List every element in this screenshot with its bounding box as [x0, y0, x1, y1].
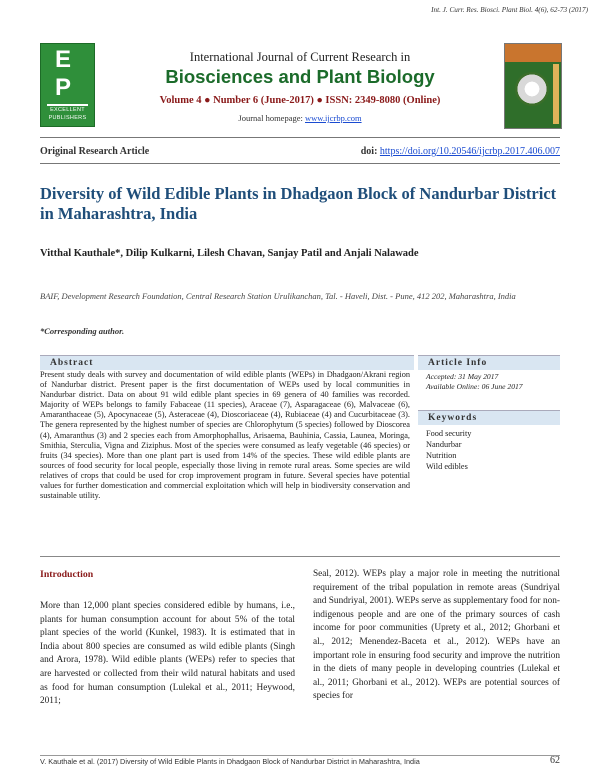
abstract-divider: [40, 556, 560, 557]
doi: [361, 146, 560, 157]
journal-name: International Journal of Current Research in: [189, 50, 411, 64]
authors: Vitthal Kauthale*, Dilip Kulkarni, Lilesh Chavan, Sanjay Patil and Anjali Nalawade: [40, 248, 419, 259]
available-date: Available Online: 06 June 2017: [426, 382, 523, 391]
keyword-item: Nutrition: [426, 451, 457, 460]
keyword-item: Nandurbar: [426, 440, 462, 449]
logo-letter-e: E: [55, 46, 72, 73]
publisher-logo: [40, 43, 95, 127]
footer-divider: [40, 755, 560, 756]
affiliation: BAIF, Development Research Foundation, Central Research Station Urulikanchan, Tal. - Haveli, Dist. - Pune, 412 202, Maharashtra, India: [40, 291, 516, 301]
doi-label: doi:: [360, 146, 378, 157]
introduction-left-column: More than 12,000 plant species considered edible by humans, i.e., plants for human consumption account for about 5% of the total plant species of the world (Kunkel, 1983). It is estimated that in India about 800 species are consumed as wild edible plants (Singh and Arora, 1978). Wild edible plants (WEPs) refer to species that are harvested or collected from their wild natural habitats and used as food for human consumption (Lulekal et al., 2011; Heywood, 2011;: [40, 601, 295, 707]
doi-link[interactable]: https://doi.org/10.20546/ijcrbp.2017.406.007: [379, 146, 560, 157]
accepted-date: Accepted: 31 May 2017: [426, 372, 499, 381]
header-divider: [40, 137, 560, 138]
journal-cover-image: [504, 43, 562, 129]
keyword-item: Food security: [426, 429, 472, 438]
article-title: Diversity of Wild Edible Plants in Dhadgaon Block of Nandurbar District in Maharashtra, India: [40, 184, 557, 223]
journal-title: Biosciences and Plant Biology: [165, 66, 435, 87]
volume-issn-line: Volume 4 ● Number 6 (June-2017) ● ISSN: 2349-8080 (Online): [159, 95, 441, 106]
page-number: 62: [550, 755, 560, 766]
keywords-list: [426, 428, 471, 472]
corresponding-author: *Corresponding author.: [40, 326, 125, 336]
article-info: [426, 372, 561, 392]
article-type-divider: [40, 163, 560, 164]
homepage-link[interactable]: www.ijcrbp.com: [305, 113, 362, 123]
keyword-item: Wild edibles: [426, 462, 468, 471]
article-info-heading: Article Info: [418, 355, 560, 370]
footer-citation: V. Kauthale et al. (2017) Diversity of Wild Edible Plants in Dhadgaon Block of Nandurbar District in Maharashtra, India: [40, 757, 420, 766]
homepage-label: Journal homepage:: [238, 113, 303, 123]
flower-icon: [515, 72, 549, 106]
running-head: Int. J. Curr. Res. Biosci. Plant Biol. 4(6), 62-73 (2017): [431, 6, 588, 14]
introduction-right-column: Seal, 2012). WEPs play a major role in meeting the nutritional requirement of the tribal population in remote areas (Sundriyal and Sundriyal, 2001). WEPs serve as supplementary food for non-indigenous people and are one of the primary sources of cash income for poor communities (Uprety et al., 2012; Ghorbani et al., 2012; Menendez-Baceta et al., 2012). WEPs have an important role in ensuring food security and improve the nutrition in the diets of many people in developing countries (Lulekal et al., 2011; Ghorbani et al., 2012). WEPs are potential sources of species for: [313, 569, 560, 702]
logo-text-excellent: EXCELLENT: [50, 107, 85, 113]
abstract-heading: Abstract: [40, 355, 414, 370]
article-type: Original Research Article: [40, 146, 150, 157]
abstract-text: Present study deals with survey and documentation of wild edible plants (WEPs) in Dhadgaon/Akrani region of Nandurbar district. Present paper is the first documentation of WEPs used by local communities in Nandurbar district. Data on about 91 wild edible plant species in 69 genera of 40 families was recorded. Majority of WEPs belongs to family Fabaceae (11 species), Araceae (7), Asparagaceae (6), Malvaceae (6), Amaranthaceae (5), Apocynaceae (5), Asteraceae (4), Dioscoriaceae (4), Rubiaceae (4) and Cucurbitaceae (3). The genera represented by the highest number of species are Chlorophytum (5 species) followed by Dioscorea (4), Amaranthus (3) and 2 species each from Amorphophallus, Arisaema, Bauhinia, Cassia, Launea, Moringa, Smithia, Sterculia, Vigna and Ziziphus. Most of the species were consumed as leafy vegetable (46 species) or fruits (34 species). More than one plant part is used from 14% of the species. These wild edible plants are sources of food security for local people, especially those living in remote rural areas. Some species are wild relatives of crops that could be used for crop improvement program in future. Several species have potential values for further domestication and commercial exploitation which will help in biodiversity conservation and sustainable utility.: [40, 370, 410, 501]
logo-letter-p: P: [55, 74, 72, 101]
introduction-heading: Introduction: [40, 569, 94, 580]
logo-text-publishers: PUBLISHERS: [48, 115, 87, 121]
journal-homepage: [100, 113, 500, 123]
keywords-heading: Keywords: [418, 410, 560, 425]
